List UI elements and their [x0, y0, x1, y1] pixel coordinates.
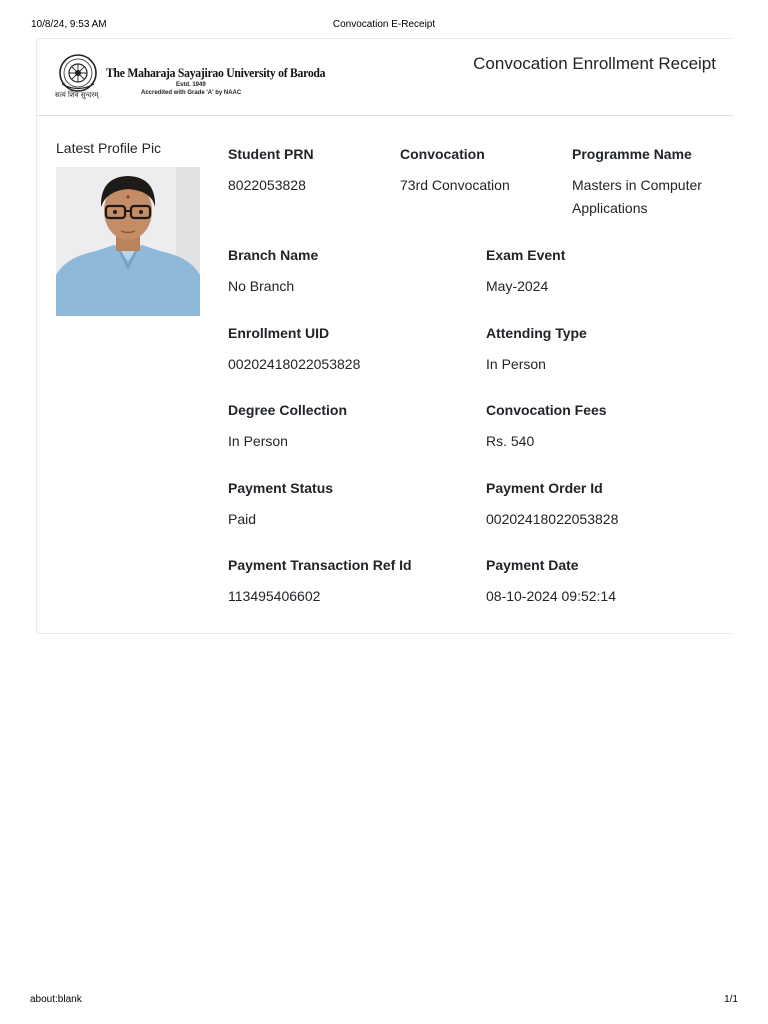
convocation-fees-value: Rs. 540	[486, 433, 535, 449]
programme-name-value: Masters in Computer Applications	[572, 177, 702, 216]
convocation-label: Convocation	[400, 146, 485, 162]
payment-status-value: Paid	[228, 511, 257, 527]
university-established: Estd. 1949	[176, 82, 206, 88]
payment-order-id-value: 00202418022053828	[486, 511, 619, 527]
attending-type-value: In Person	[486, 356, 546, 372]
student-photo	[56, 167, 200, 316]
payment-status-label: Payment Status	[228, 480, 334, 496]
university-name: The Maharaja Sayajirao University of Baroda	[106, 65, 326, 80]
degree-collection-value: In Person	[228, 433, 288, 449]
enrollment-uid-value: 00202418022053828	[228, 356, 361, 372]
student-prn-label: Student PRN	[228, 146, 314, 162]
print-header	[0, 19, 768, 33]
exam-event-label: Exam Event	[486, 247, 566, 263]
university-logo	[54, 53, 326, 103]
enrollment-uid-label: Enrollment UID	[228, 325, 330, 341]
convocation-value: 73rd Convocation	[400, 177, 510, 193]
receipt-title: Convocation Enrollment Receipt	[473, 54, 716, 73]
profile-pic-label: Latest Profile Pic	[56, 140, 162, 156]
print-url: about:blank	[30, 994, 82, 1005]
convocation-fees-label: Convocation Fees	[486, 402, 607, 418]
payment-date-value: 08-10-2024 09:52:14	[486, 588, 616, 604]
student-prn-value: 8022053828	[228, 177, 306, 193]
receipt-card	[36, 38, 733, 634]
attending-type-label: Attending Type	[486, 325, 587, 341]
university-accreditation: Accredited with Grade 'A' by NAAC	[141, 90, 242, 96]
print-document-title: Convocation E-Receipt	[332, 19, 436, 30]
payment-order-id-label: Payment Order Id	[486, 480, 603, 496]
exam-event-value: May-2024	[486, 278, 549, 294]
programme-name-label: Programme Name	[572, 146, 692, 162]
print-page-number: 1/1	[724, 994, 738, 1005]
receipt-header	[37, 39, 733, 116]
university-motto: सत्यं शिवं सुन्दरम्	[55, 91, 99, 99]
student-photo-image	[56, 167, 200, 316]
payment-date-label: Payment Date	[486, 557, 579, 573]
branch-name-label: Branch Name	[228, 247, 319, 263]
degree-collection-label: Degree Collection	[228, 402, 348, 418]
print-timestamp: 10/8/24, 9:53 AM	[31, 19, 107, 30]
payment-transaction-ref-value: 113495406602	[228, 588, 321, 604]
payment-transaction-ref-label: Payment Transaction Ref Id	[228, 557, 412, 573]
branch-name-value: No Branch	[228, 278, 295, 294]
